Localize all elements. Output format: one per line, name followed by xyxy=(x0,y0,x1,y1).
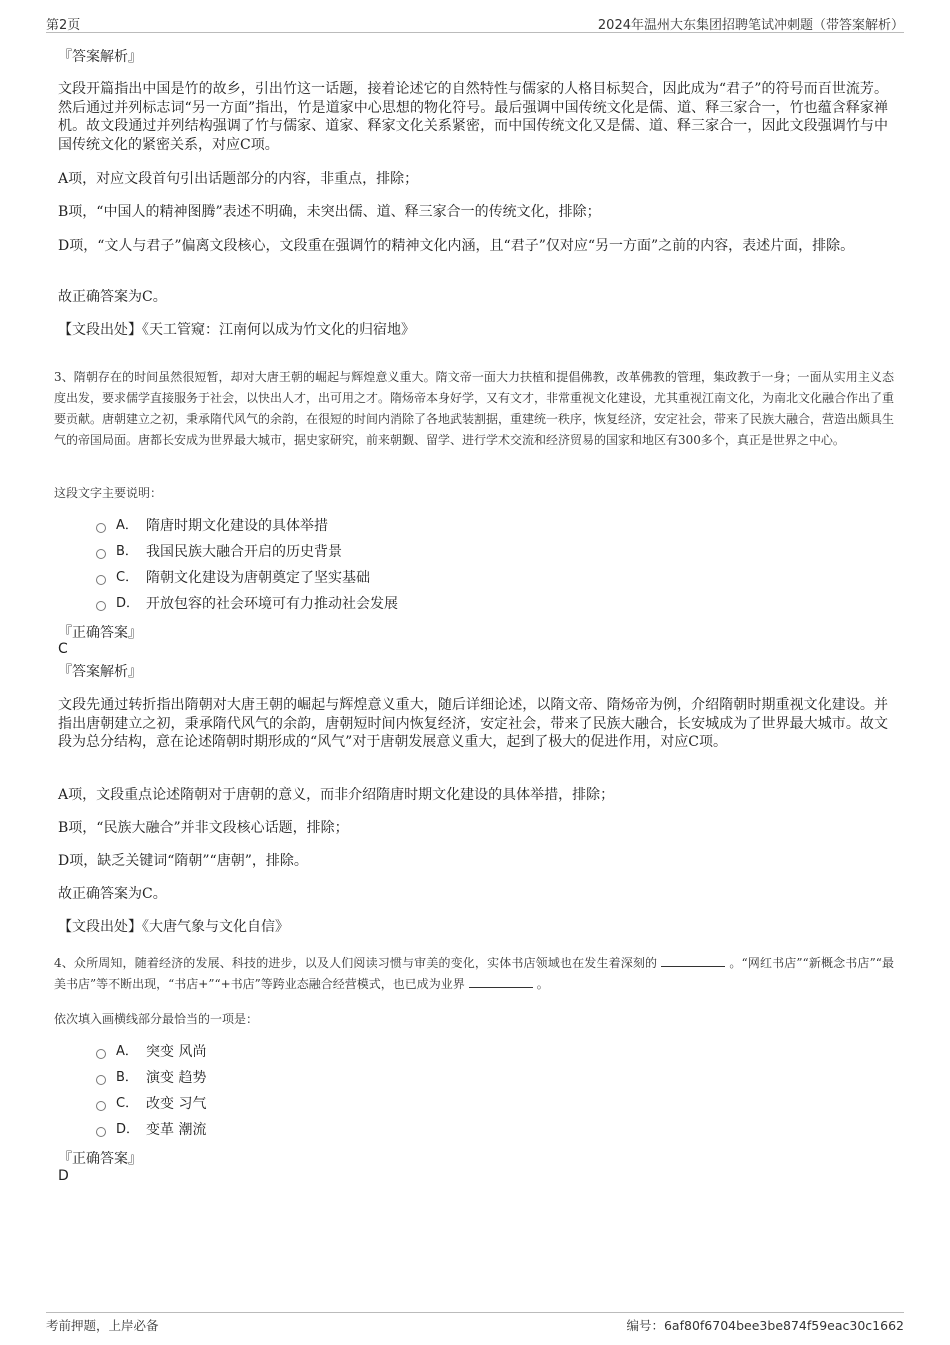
q2-option-a-note: A项，对应文段首句引出话题部分的内容，非重点，排除； xyxy=(58,171,419,187)
q4-prompt: 依次填入画横线部分最恰当的一项是： xyxy=(54,1012,259,1026)
radio-icon[interactable] xyxy=(96,575,106,585)
q3-source: 【文段出处】《大唐气象与文化自信》 xyxy=(58,919,289,935)
option-text: 演变 趋势 xyxy=(146,1070,207,1086)
q4-stem-part2: 。“网红书店”“新概念书店”“最美书店”等不断出现，“书店+”“+书店”等跨业态融合经营模式，也已成为业界 xyxy=(54,956,894,991)
page-header xyxy=(46,12,904,33)
option-letter: A． xyxy=(116,1044,138,1059)
q3-option-a[interactable] xyxy=(96,516,328,536)
q3-analysis-label: 『答案解析』 xyxy=(58,664,142,680)
option-letter: D． xyxy=(116,596,140,611)
q2-option-d-note: D项，“文人与君子”偏离文段核心，文段重在强调竹的精神文化内涵，且“君子”仅对应“另一方面”之前的内容，表述片面，排除。 xyxy=(58,238,855,254)
option-text: 改变 习气 xyxy=(146,1096,207,1112)
option-letter: C． xyxy=(116,1096,139,1111)
option-text: 突变 风尚 xyxy=(146,1044,207,1060)
option-text: 隋朝文化建设为唐朝奠定了坚实基础 xyxy=(146,570,370,586)
radio-icon[interactable] xyxy=(96,601,106,611)
option-letter: A． xyxy=(116,518,138,533)
q4-option-d[interactable] xyxy=(96,1120,206,1140)
radio-icon[interactable] xyxy=(96,1101,106,1111)
radio-icon[interactable] xyxy=(96,1049,106,1059)
q4-correct-label: 『正确答案』 xyxy=(58,1151,142,1167)
q2-source: 【文段出处】《天工管窥：江南何以成为竹文化的归宿地》 xyxy=(58,322,415,338)
q4-option-b[interactable] xyxy=(96,1068,206,1088)
option-text: 我国民族大融合开启的历史背景 xyxy=(146,544,342,560)
option-text: 隋唐时期文化建设的具体举措 xyxy=(146,518,328,534)
option-letter: B． xyxy=(116,544,138,559)
q3-analysis-text: 文段先通过转折指出隋朝对大唐王朝的崛起与辉煌意义重大，随后详细论述，以隋文帝、隋炀帝为例，介绍隋朝时期重视文化建设。并指出唐朝建立之初，秉承隋代风气的余韵，唐朝短时间内恢复经济，安定社会，带来了民族大融合，长安城成为了世界最大城市。故文段为总分结构，意在论述隋朝时期形成的“风气”对于唐朝发展意义重大，起到了极大的促进作用，对应C项。 xyxy=(58,697,888,750)
radio-icon[interactable] xyxy=(96,549,106,559)
q3-option-d[interactable] xyxy=(96,594,398,614)
q4-option-a[interactable] xyxy=(96,1042,206,1062)
q3-stem: 3、隋朝存在的时间虽然很短暂，却对大唐王朝的崛起与辉煌意义重大。隋文帝一面大力扶植和提倡佛教，改革佛教的管理，集政教于一身；一面从实用主义态度出发，要求儒学直接服务于社会，以快出人才，出可用之才。隋炀帝本身好学，又有文才，非常重视文化建设，尤其重视江南文化，为南北文化融合作出了重要贡献。唐朝建立之初，秉承隋代风气的余韵，在很短的时间内消除了各地武装割据，重建统一秩序，恢复经济，安定社会，带来了民族大融合，营造出颇具生气的帝国局面。唐都长安成为世界最大城市，据史家研究，前来朝觐、留学、进行学术交流和经济贸易的国家和地区有300多个，真正是世界之中心。 xyxy=(54,370,895,447)
q4-correct-answer: D xyxy=(58,1168,69,1184)
q3-conclusion: 故正确答案为C。 xyxy=(58,886,167,902)
q3-option-c[interactable] xyxy=(96,568,370,588)
fill-blank-1 xyxy=(661,954,725,967)
option-letter: B． xyxy=(116,1070,138,1085)
footer-slogan: 考前押题，上岸必备 xyxy=(46,1318,159,1333)
q4-stem-part1: 4、众所周知，随着经济的发展、科技的进步，以及人们阅读习惯与审美的变化，实体书店领域也在发生着深刻的 xyxy=(54,956,658,970)
q3-correct-answer: C xyxy=(58,641,68,657)
q3-option-b-note: B项，“民族大融合”并非文段核心话题，排除； xyxy=(58,820,349,836)
q3-correct-label: 『正确答案』 xyxy=(58,625,142,641)
q2-analysis-text: 文段开篇指出中国是竹的故乡，引出竹这一话题，接着论述它的自然特性与儒家的人格目标契合，因此成为“君子”的符号而百世流芳。然后通过并列标志词“另一方面”指出，竹是道家中心思想的物化符号。最后强调中国传统文化是儒、道、释三家合一，竹也蕴含释家禅机。故文段通过并列结构强调了竹与儒家、道家、释家文化关系紧密，而中国传统文化又是儒、道、释三家合一，因此文段强调竹与中国传统文化的紧密关系，对应C项。 xyxy=(58,81,888,153)
q4-stem-part3: 。 xyxy=(536,977,549,991)
q3-prompt: 这段文字主要说明： xyxy=(54,486,163,500)
q3-option-a-note: A项，文段重点论述隋朝对于唐朝的意义，而非介绍隋唐时期文化建设的具体举措，排除； xyxy=(58,787,615,803)
q4-option-c[interactable] xyxy=(96,1094,206,1114)
option-letter: D． xyxy=(116,1122,140,1137)
document-title: 2024年温州大东集团招聘笔试冲刺题（带答案解析） xyxy=(597,18,904,33)
fill-blank-2 xyxy=(469,975,533,988)
page-footer xyxy=(46,1312,904,1335)
option-text: 变革 潮流 xyxy=(146,1122,207,1138)
q2-option-b-note: B项，“中国人的精神图腾”表述不明确，未突出儒、道、释三家合一的传统文化，排除； xyxy=(58,204,601,220)
q4-stem xyxy=(54,953,894,995)
q2-conclusion: 故正确答案为C。 xyxy=(58,289,167,305)
document-code: 编号：6af80f6704bee3be874f59eac30c1662 xyxy=(626,1318,904,1333)
radio-icon[interactable] xyxy=(96,523,106,533)
page-number: 第2页 xyxy=(46,18,81,33)
q2-analysis-label: 『答案解析』 xyxy=(58,49,142,65)
option-text: 开放包容的社会环境可有力推动社会发展 xyxy=(146,596,398,612)
radio-icon[interactable] xyxy=(96,1127,106,1137)
q3-option-d-note: D项，缺乏关键词“隋朝”“唐朝”，排除。 xyxy=(58,853,308,869)
radio-icon[interactable] xyxy=(96,1075,106,1085)
q3-option-b[interactable] xyxy=(96,542,342,562)
option-letter: C． xyxy=(116,570,139,585)
